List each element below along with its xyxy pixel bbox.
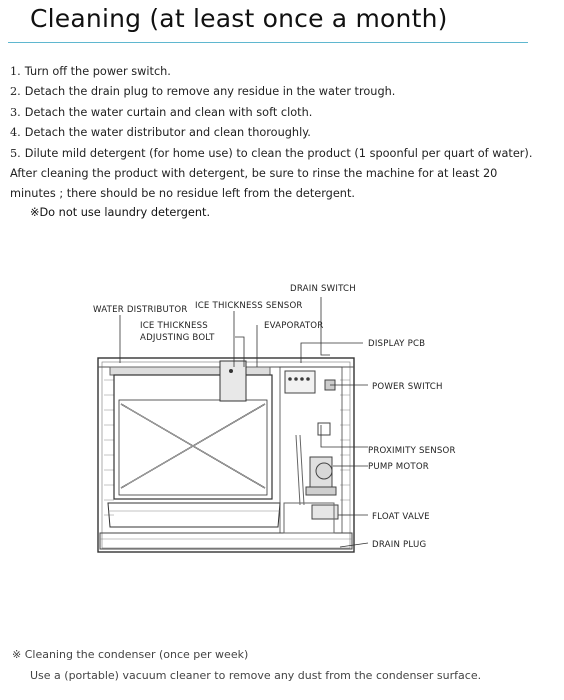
step-number: 4. <box>10 126 21 140</box>
list-item <box>10 123 540 143</box>
condenser-cleaning-instruction: Use a (portable) vacuum cleaner to remove any dust from the condenser surface. <box>30 669 482 682</box>
list-item <box>10 62 540 82</box>
label-drain-switch: DRAIN SWITCH <box>290 284 356 294</box>
ice-thickness-sensor-box <box>220 361 246 401</box>
step-text: Detach the drain plug to remove any residue in the water trough. <box>24 85 396 99</box>
list-item <box>10 103 540 123</box>
step-number: 1. <box>10 65 21 78</box>
label-drain-plug: DRAIN PLUG <box>372 540 427 550</box>
page-title: Cleaning (at least once a month) <box>30 4 448 33</box>
step-text: Dilute mild detergent (for home use) to clean the product (1 spoonful per quart of water). After cleaning the product with detergent, be sure to rinse the machine for at least 20 minutes ; there should be no residue left from the detergent. <box>10 146 533 201</box>
step-text: Turn off the power switch. <box>24 65 171 78</box>
label-evaporator: EVAPORATOR <box>264 321 324 331</box>
label-ice-thickness-line1: ICE THICKNESS <box>140 321 208 331</box>
laundry-detergent-note: ※Do not use laundry detergent. <box>30 206 211 219</box>
label-water-distributor: WATER DISTRIBUTOR <box>93 305 188 315</box>
label-display-pcb: DISPLAY PCB <box>368 339 426 349</box>
label-proximity-sensor: PROXIMITY SENSOR <box>368 446 456 456</box>
title-divider <box>8 42 528 43</box>
list-item <box>10 82 540 102</box>
control-compartment <box>280 367 342 533</box>
label-power-switch: POWER SWITCH <box>372 382 443 392</box>
label-pump-motor: PUMP MOTOR <box>368 462 429 472</box>
condenser-cleaning-heading: ※ Cleaning the condenser (once per week) <box>12 648 249 661</box>
label-float-valve: FLOAT VALVE <box>372 512 430 522</box>
label-ice-thickness-line2: ADJUSTING BOLT <box>140 333 215 343</box>
step-number: 5. <box>10 146 21 160</box>
step-text: Detach the water curtain and clean with soft cloth. <box>24 105 313 119</box>
step-number: 3. <box>10 105 21 119</box>
cleaning-steps-list <box>10 62 540 205</box>
step-text: Detach the water distributor and clean thoroughly. <box>24 126 311 140</box>
evaporator-panel <box>108 375 280 527</box>
label-ice-thickness-sensor: ICE THICKNESS SENSOR <box>195 301 303 311</box>
list-item <box>10 144 540 205</box>
ice-machine-diagram <box>0 275 564 565</box>
step-number: 2. <box>10 85 21 99</box>
